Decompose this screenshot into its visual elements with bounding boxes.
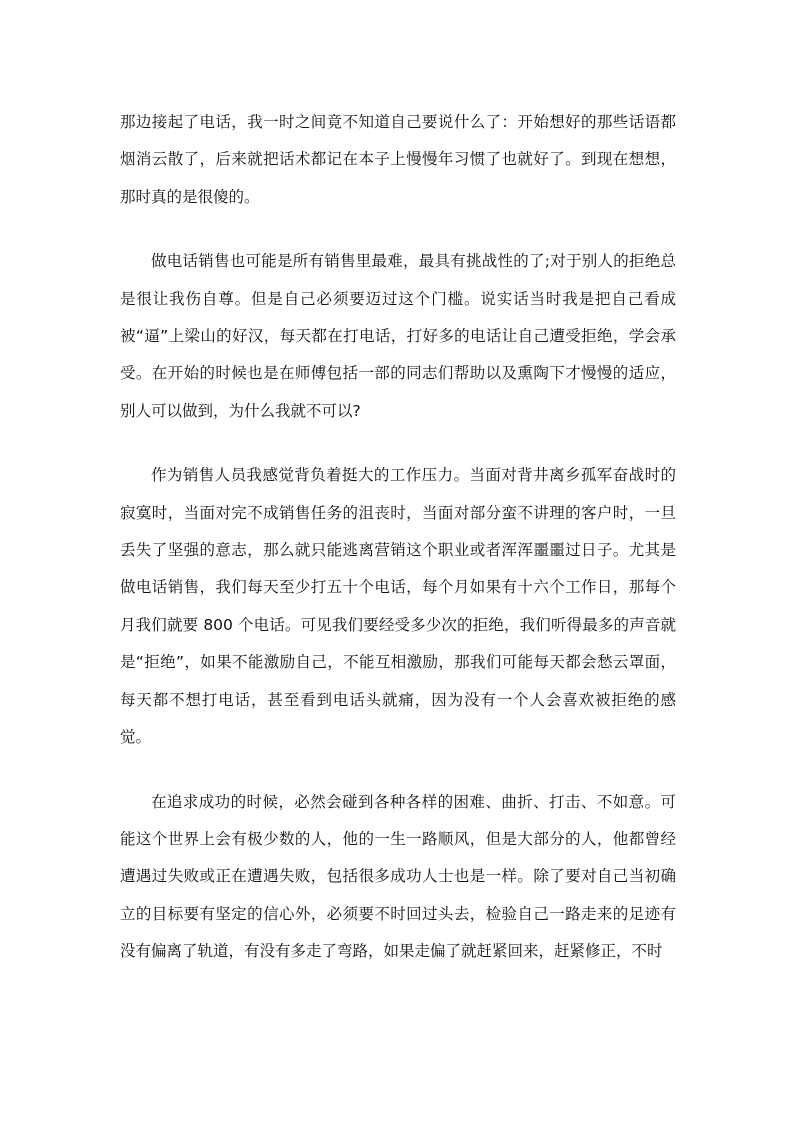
paragraph-4: 在追求成功的时候，必然会碰到各种各样的困难、曲折、打击、不如意。可能这个世界上会有极少数的人，他的一生一路顺风，但是大部分的人，他都曾经遭遇过失败或正在遭遇失败，包括很多成功人士也是一样。除了要对自己当初确立的目标要有坚定的信心外，必须要不时回过头去，检验自己一路走来的足迹有没有偏离了轨道，有没有多走了弯路，如果走偏了就赶紧回来，赶紧修正，不时 [120,792,676,961]
paragraph-1: 那边接起了电话，我一时之间竟不知道自己要说什么了：开始想好的那些话语都烟消云散了，后来就把话术都记在本子上慢慢年习惯了也就好了。到现在想想，那时真的是很傻的。 [120,113,676,206]
paragraph-2: 做电话销售也可能是所有销售里最难，最具有挑战性的了;对于别人的拒绝总是很让我伤自尊。但是自己必须要迈过这个门槛。说实话当时我是把自己看成被“逼”上梁山的好汉，每天都在打电话，打好多的电话让自己遭受拒绝，学会承受。在开始的时候也是在师傅包括一部的同志们帮助以及熏陶下才慢慢的适应，别人可以做到，为什么我就不可以? [120,252,676,420]
paragraph-3: 作为销售人员我感觉背负着挺大的工作压力。当面对背井离乡孤军奋战时的寂寞时，当面对完不成销售任务的沮丧时，当面对部分蛮不讲理的客户时，一旦丢失了坚强的意志，那么就只能逃离营销这个职业或者浑浑噩噩过日子。尤其是做电话销售，我们每天至少打五十个电话，每个月如果有十六个工作日，那每个月我们就要 800 个电话。可见我们要经受多少次的拒绝，我们听得最多的声音就是“拒绝”，如果不能激励自己，不能互相激励，那我们可能每天都会愁云罩面，每天都不想打电话，甚至看到电话头就痛，因为没有一个人会喜欢被拒绝的感觉。 [120,466,676,747]
